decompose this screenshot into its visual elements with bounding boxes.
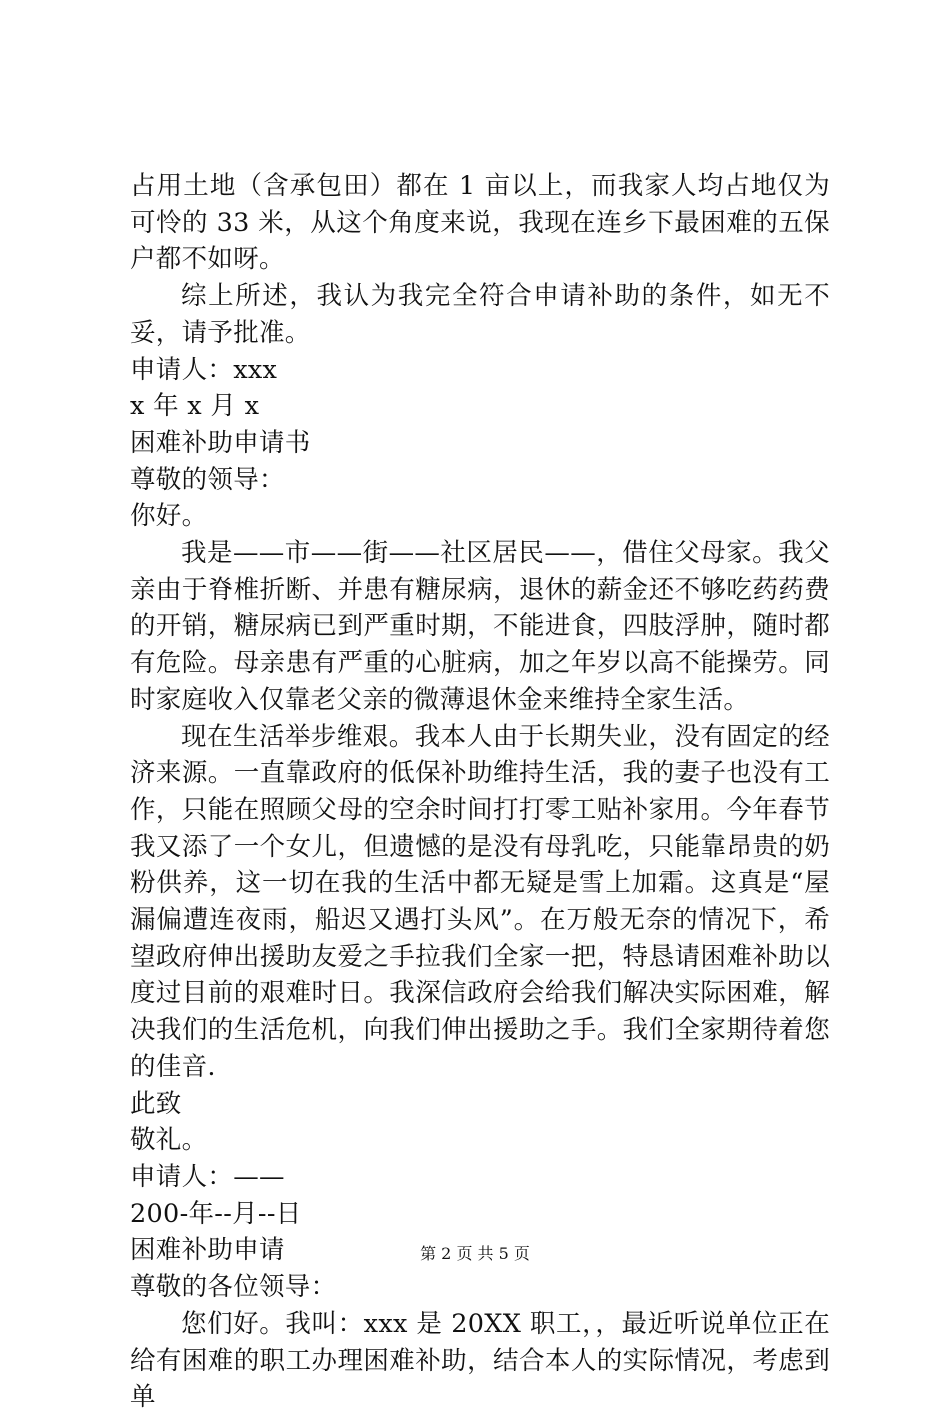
salutation-leaders: 尊敬的各位领导：	[130, 1272, 337, 1303]
page-number-footer: 第 2 页 共 5 页	[420, 1244, 530, 1263]
paragraph-land-comparison: 占用土地（含承包田）都在 1 亩以上，而我家人均占地仅为可怜的 33 米，从这个角度来说，我现在连乡下最困难的五保户都不如呀。	[130, 171, 830, 275]
applicant-line-1: 申请人：xxx	[130, 354, 278, 385]
document-body	[130, 168, 830, 1416]
date-line-1: x 年 x 月 x	[130, 391, 260, 422]
section-title-application: 困难补助申请	[130, 1235, 285, 1266]
salutation-leader: 尊敬的领导：	[130, 464, 285, 495]
date-line-2: 200-年--月--日	[130, 1198, 302, 1229]
section-title-application-letter: 困难补助申请书	[130, 427, 311, 458]
greeting-hello: 你好。	[130, 501, 208, 532]
paragraph-introduction: 您们好。我叫：xxx 是 20XX 职工，，最近听说单位正在给有困难的职工办理困难补助，结合本人的实际情况，考虑到单	[130, 1308, 830, 1413]
applicant-line-2: 申请人：——	[130, 1161, 285, 1192]
closing-cizhi: 此致	[130, 1088, 182, 1119]
paragraph-family-situation: 我是——市——街——社区居民——，借住父母家。我父亲由于脊椎折断、并患有糖尿病，退休的薪金还不够吃药药费的开销，糖尿病已到严重时期，不能进食，四肢浮肿，随时都有危险。母亲患有严重的心脏病，加之年岁以高不能操劳。同时家庭收入仅靠老父亲的微薄退休金来维持全家生活。	[130, 538, 830, 715]
paragraph-conclusion: 综上所述，我认为我完全符合申请补助的条件，如无不妥，请予批准。	[130, 281, 830, 348]
closing-jingli: 敬礼。	[130, 1125, 208, 1156]
paragraph-hardship: 现在生活举步维艰。我本人由于长期失业，没有固定的经济来源。一直靠政府的低保补助维持生活，我的妻子也没有工作，只能在照顾父母的空余时间打打零工贴补家用。今年春节我又添了一个女儿，但遗憾的是没有母乳吃，只能靠昂贵的奶粉供养，这一切在我的生活中都无疑是雪上加霜。这真是“屋漏偏遭连夜雨，船迟又遇打头风”。在万般无奈的情况下，希望政府伸出援助友爱之手拉我们全家一把，特恳请困难补助以度过目前的艰难时日。我深信政府会给我们解决实际困难，解决我们的生活危机，向我们伸出援助之手。我们全家期待着您的佳音.	[130, 721, 830, 1082]
